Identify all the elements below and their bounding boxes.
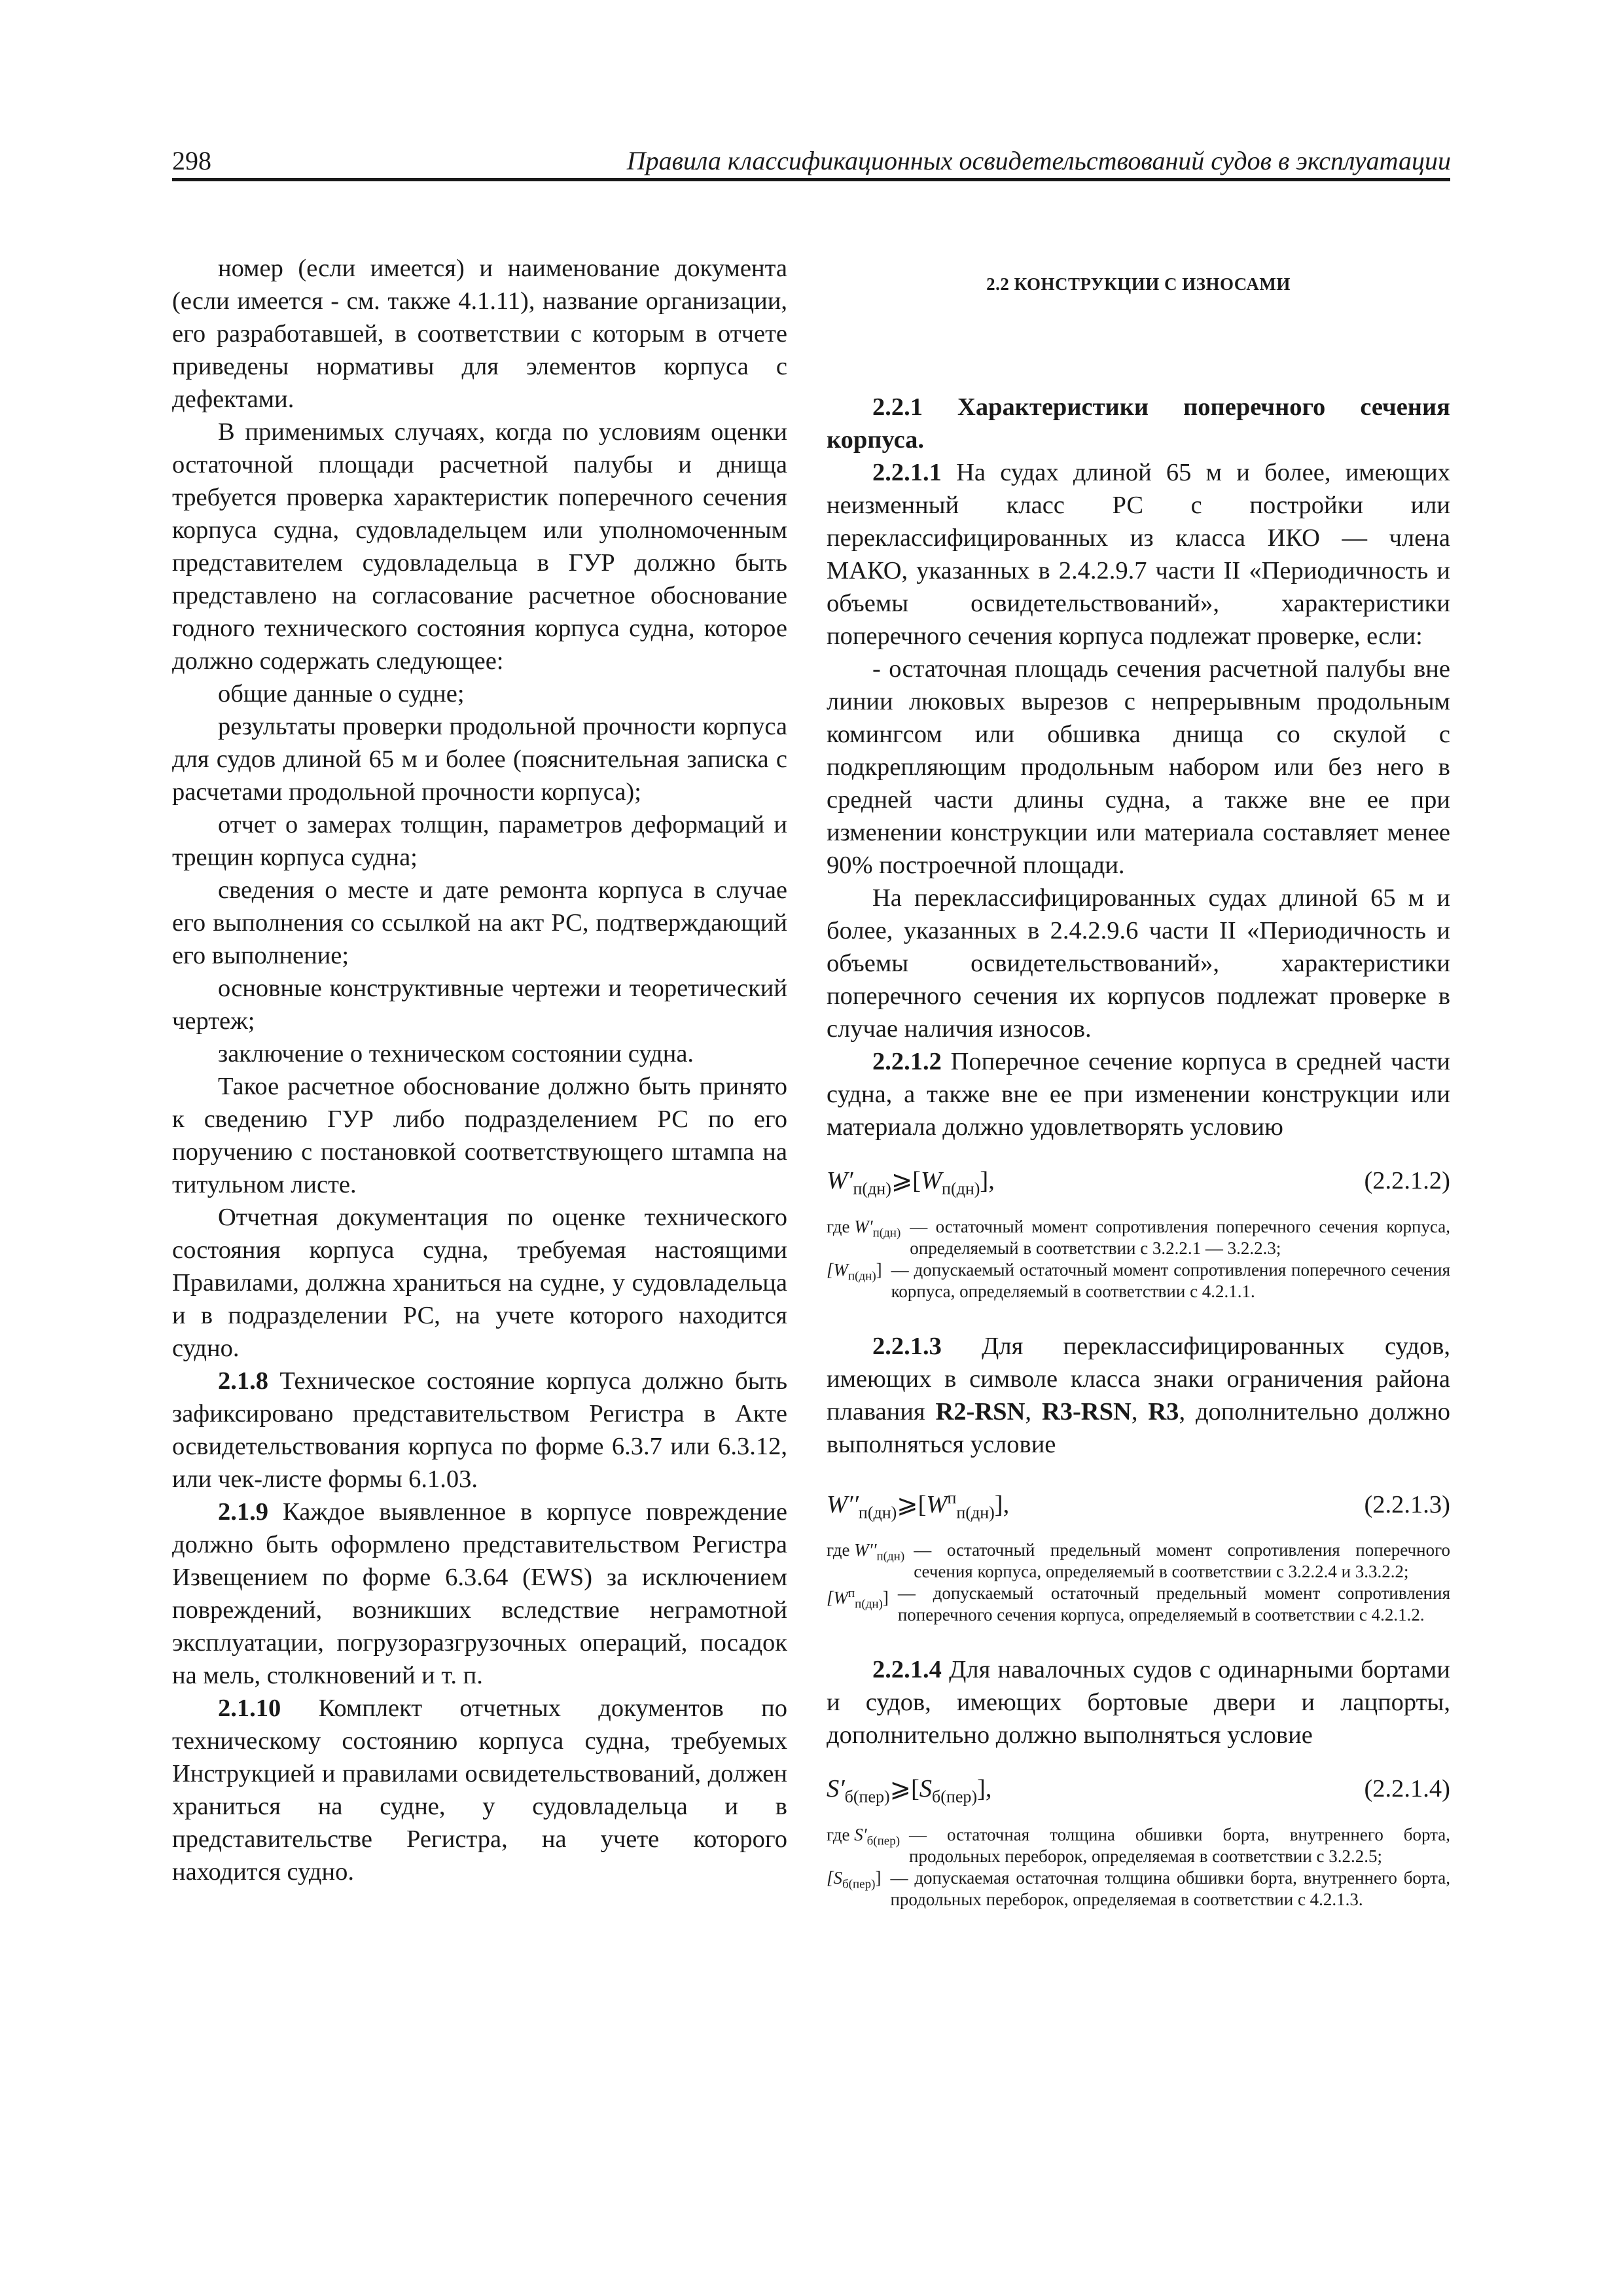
clause-number: 2.2.1.3 — [872, 1332, 942, 1360]
legend-description: — допускаемый остаточный предельный момент сопротивления поперечного сечения корпуса, определяемый в соответствии с 4.2.1.2. — [897, 1583, 1450, 1625]
clause-2-2-1-3: 2.2.1.3 Для переклассифицированных судов, имеющих в символе класса знаки ограничения района плавания R2-RSN, R3-RSN, R3, дополнительно должно выполняться условие — [827, 1332, 1451, 1458]
area-mark: R3 — [1148, 1397, 1179, 1426]
legend-term: $[S_{б(пер)}]$ — [827, 1867, 882, 1892]
legend-term: где $W'_{п(дн)}$ — [827, 1216, 901, 1240]
formula-expression: $S'_{б(пер)}⩾[S_{б(пер)}]$, — [827, 1775, 992, 1806]
legend-description: — допускаемый остаточный момент сопротивления поперечного сечения корпуса, определяемый в соответствии с 4.2.1.1. — [891, 1259, 1450, 1301]
left-paragraph-1: номер (если имеется) и наименование документа (если имеется - см. также 4.1.11), название организации, его разработавшей, в соответствии с которым в отчете приведены нормативы для элементов корпуса с дефектами. — [172, 255, 787, 413]
clause-text: Для переклассифицированных судов, имеющих в символе класса знаки ограничения района плавания — [827, 1332, 1450, 1426]
legend-row — [827, 1216, 1450, 1259]
formula-expression: $W'_{п(дн)}⩾[W_{п(дн)}]$, — [827, 1167, 995, 1198]
clause-number: 2.1.9 — [218, 1498, 268, 1526]
formula-symbol: S′ — [827, 1775, 845, 1803]
formula-number: (2.2.1.3) — [1364, 1490, 1450, 1518]
formula-legend — [827, 1824, 1450, 1910]
list-item: сведения о месте и дате ремонта корпуса в случае его выполнения со ссылкой на акт РС, подтверждающий его выполнение; — [172, 876, 787, 969]
clause-2-1-8 — [172, 1365, 787, 1496]
area-mark: R2-RSN — [935, 1397, 1026, 1426]
clause-text: Каждое выявленное в корпусе повреждение должно быть оформлено представительством Регистра Извещением по форме 6.3.64 (EWS) за исключением повреждений, возникших вследствие неграмотной эксплуатации, погрузоразгрузочных операций, посадок на мель, столкновений и т. п. — [172, 1498, 787, 1689]
clause-text: Поперечное сечение корпуса в средней части судна, а также вне ее при изменении конструкции или материала должно удовлетворять условию — [827, 1048, 1451, 1141]
list-item: результаты проверки продольной прочности корпуса для судов длиной 65 м и более (пояснительная записка с расчетами продольной прочности корпуса); — [172, 713, 787, 806]
list-item: общие данные о судне; — [218, 680, 465, 708]
legend-description: — остаточный момент сопротивления поперечного сечения корпуса, определяемый в соответствии с 3.2.2.1 — 3.2.2.3; — [910, 1216, 1450, 1258]
header-rule — [172, 178, 1450, 181]
formula-2-2-1-4 — [827, 1772, 1450, 1814]
clause-2-1-10 — [172, 1692, 787, 1888]
legend-row — [827, 1583, 1450, 1626]
formula-2-2-1-2 — [827, 1164, 1450, 1206]
clause-text: Для навалочных судов с одинарными бортами и судов, имеющих бортовые двери и лацпорты, дополнительно должно выполняться условие — [827, 1656, 1450, 1749]
formula-relation: ⩾ — [889, 1775, 911, 1803]
formula-superscript: п — [947, 1488, 957, 1507]
legend-row — [827, 1824, 1450, 1867]
formula-symbol: W′′ — [827, 1490, 859, 1518]
legend-description: — остаточный предельный момент сопротивления поперечного сечения корпуса, определяемый в соответствии с 3.2.2.4 и 3.3.2.2; — [914, 1540, 1450, 1582]
running-title: Правила классификационных освидетельствований судов в эксплуатации — [626, 146, 1451, 175]
area-mark: R3-RSN — [1041, 1397, 1132, 1426]
formula-symbol: W — [920, 1167, 942, 1194]
left-paragraph-3: Такое расчетное обоснование должно быть принято к сведению ГУР либо подразделением РС по его поручению с постановкой соответствующего штампа на титульном листе. — [172, 1073, 787, 1198]
clause-2-2-1-1 — [827, 456, 1450, 653]
formula-symbol: W — [926, 1490, 948, 1518]
formula-legend — [827, 1539, 1450, 1626]
formula-expression: $W''_{п(дн)}⩾[W^п_{п(дн)}]$, — [827, 1488, 1010, 1522]
formula-number: (2.2.1.2) — [1364, 1167, 1450, 1194]
clause-text: Техническое состояние корпуса должно быть зафиксировано представительством Регистра в Акте освидетельствования корпуса по форме 6.3.7 или 6.3.12, или чек-листе формы 6.1.03. — [172, 1367, 788, 1493]
formula-subscript: п(дн) — [942, 1179, 980, 1198]
clause-text: На судах длиной 65 м и более, имеющих неизменный класс РС с постройки или переклассифицированных из класса ИКО — члена МАКО, указанных в 2.4.2.9.7 части II «Периодичность и объемы освидетельствований», характеристики поперечного сечения корпуса подлежат проверке, если: — [827, 459, 1451, 650]
clause-2-1-9 — [172, 1496, 787, 1692]
clause-number: 2.1.8 — [218, 1367, 268, 1395]
legend-term: $[W_{п(дн)}]$ — [827, 1259, 882, 1283]
right-column — [827, 252, 1450, 1910]
clause-number: 2.2.1.4 — [872, 1656, 942, 1684]
legend-row — [827, 1539, 1450, 1583]
clause-2-2-1-1-dash: - остаточная площадь сечения расчетной палубы вне линии люковых вырезов с непрерывным продольным комингсом или обшивка днища со скулой с подкрепляющим продольным набором или без него в средней части длины судна, а также вне ее при изменении конструкции или материала составляет менее 90% построечной площади. — [827, 655, 1450, 879]
formula-relation: ⩾ — [897, 1490, 918, 1518]
formula-subscript: б(пер) — [932, 1787, 978, 1806]
left-column — [172, 252, 787, 1888]
legend-row — [827, 1259, 1450, 1302]
formula-subscript: п(дн) — [956, 1503, 995, 1522]
list-item: заключение о техническом состоянии судна. — [218, 1040, 694, 1067]
formula-subscript: б(пер) — [844, 1787, 890, 1806]
formula-subscript: п(дн) — [858, 1503, 897, 1522]
formula-symbol: S — [919, 1775, 933, 1803]
legend-row — [827, 1867, 1450, 1910]
clause-2-2-1-1-para-2: На переклассифицированных судах длиной 65 м и более, указанных в 2.4.2.9.6 части II «Периодичность и объемы освидетельствований», характеристики поперечного сечения их корпусов подлежат проверке в случае наличия износов. — [827, 884, 1450, 1043]
section-title: 2.2 КОНСТРУКЦИИ С ИЗНОСАМИ — [986, 274, 1291, 294]
formula-relation: ⩾ — [891, 1167, 913, 1194]
clause-text: Комплект отчетных документов по техническому состоянию корпуса судна, требуемых Инструкцией и правилами освидетельствований, должен храниться на судне, у судовладельца и в представительстве Регистра, на учете которого находится судно. — [172, 1695, 788, 1886]
clause-text: дополнительно должно выполняться условие — [827, 1397, 1451, 1458]
clause-number: 2.2.1.2 — [872, 1048, 942, 1075]
formula-subscript: п(дн) — [853, 1179, 891, 1198]
legend-term: где $S'_{б(пер)}$ — [827, 1824, 901, 1848]
formula-number: (2.2.1.4) — [1364, 1775, 1450, 1803]
clause-number: 2.1.10 — [218, 1695, 281, 1722]
left-paragraph-4: Отчетная документация по оценке технического состояния корпуса судна, требуемая настоящими Правилами, должна храниться на судне, у судовладельца и в подразделении РС, на учете которого находится судно. — [172, 1204, 787, 1362]
legend-term: где $W''_{п(дн)}$ — [827, 1540, 905, 1564]
legend-description: — допускаемая остаточная толщина обшивки борта, внутреннего борта, продольных переборок, определяемая в соответствии с 4.2.1.3. — [890, 1867, 1450, 1909]
list-item: отчет о замерах толщин, параметров деформаций и трещин корпуса судна; — [172, 811, 787, 871]
legend-term: $[W^п_{п(дн)}]$ — [827, 1587, 889, 1611]
list-item: основные конструктивные чертежи и теоретический чертеж; — [172, 975, 787, 1035]
legend-description: — остаточная толщина обшивки борта, внутреннего борта, продольных переборок, определяемая в соответствии с 3.2.2.5; — [909, 1824, 1450, 1866]
clause-2-2-1-4 — [827, 1653, 1450, 1751]
clause-number: 2.2.1.1 — [872, 459, 942, 486]
page-number: 298 — [172, 146, 211, 175]
left-paragraph-2: В применимых случаях, когда по условиям оценки остаточной площади расчетной палубы и днища требуется проверка характеристик поперечного сечения корпуса судна, судовладельцем или уполномоченным представителем судовладельца в ГУР должно быть представлено на согласование расчетное обоснование годного технического состояния корпуса судна, которое должно содержать следующее: — [172, 418, 787, 675]
clause-2-2-1-2 — [827, 1045, 1450, 1143]
formula-2-2-1-3 — [827, 1482, 1450, 1530]
subsection-title: 2.2.1 Характеристики поперечного сечения корпуса. — [827, 393, 1450, 454]
formula-symbol: W′ — [827, 1167, 853, 1194]
formula-legend — [827, 1216, 1450, 1302]
